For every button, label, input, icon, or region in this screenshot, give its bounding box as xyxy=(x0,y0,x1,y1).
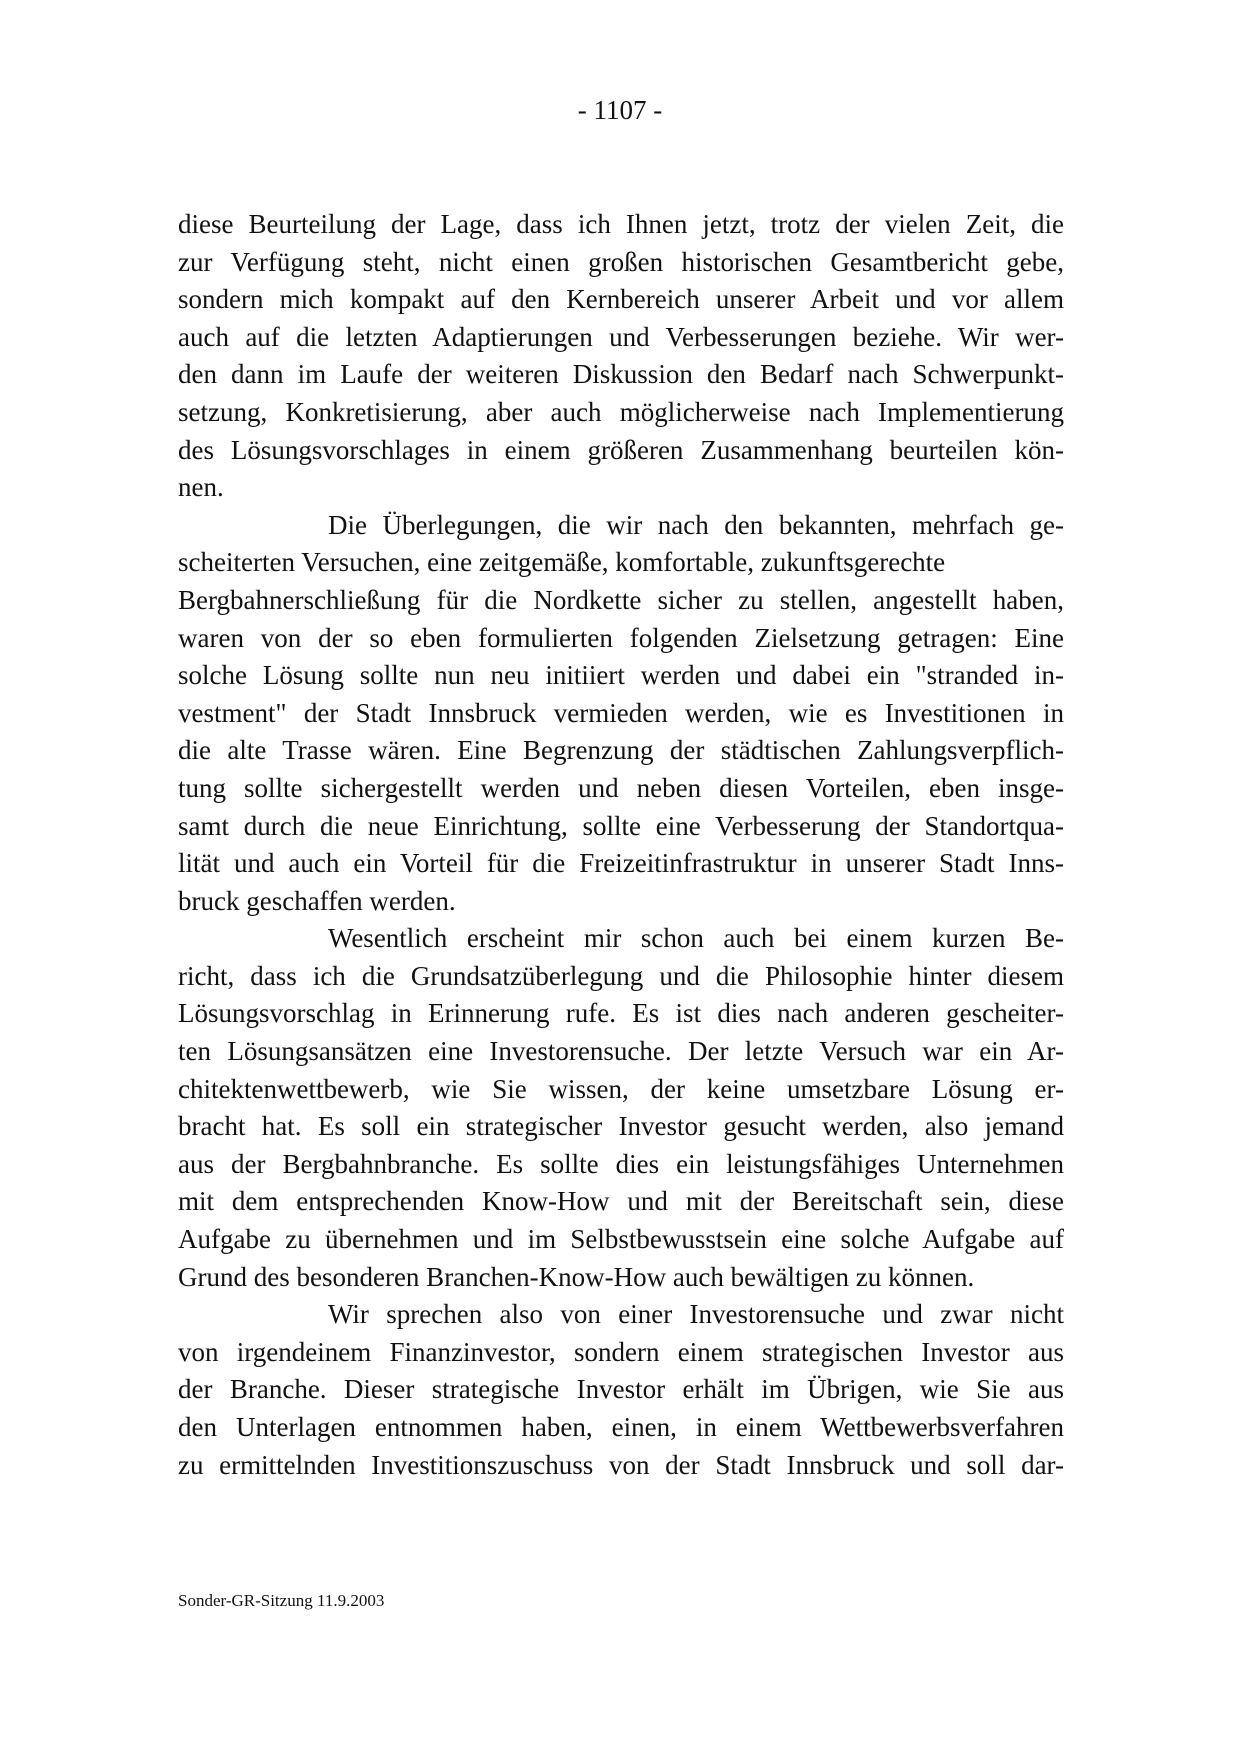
body-text-line: des Lösungsvorschlages in einem größeren Zusammenhang beurteilen kön- xyxy=(178,434,1064,465)
body-text-line: Die Überlegungen, die wir nach den bekannten, mehrfach ge- xyxy=(328,509,1064,540)
body-text-line: nen. xyxy=(178,472,224,503)
body-text-line: mit dem entsprechenden Know-How und mit der Bereitschaft sein, diese xyxy=(178,1186,1064,1217)
body-text-line: scheiterten Versuchen, eine zeitgemäße, komfortable, zukunftsgerechte xyxy=(178,547,946,578)
body-text-line: den dann im Laufe der weiteren Diskussion den Bedarf nach Schwerpunkt- xyxy=(178,359,1064,390)
body-text-line: sondern mich kompakt auf den Kernbereich unserer Arbeit und vor allem xyxy=(178,284,1064,315)
body-text-line: waren von der so eben formulierten folgenden Zielsetzung getragen: Eine xyxy=(178,622,1064,653)
body-text-line: vestment" der Stadt Innsbruck vermieden werden, wie es Investitionen in xyxy=(178,697,1064,728)
body-text-line: zu ermittelnden Investitionszuschuss von der Stadt Innsbruck und soll dar- xyxy=(178,1449,1064,1480)
body-text-line: Wir sprechen also von einer Investorensuche und zwar nicht xyxy=(328,1299,1064,1330)
body-text-line: bruck geschaffen werden. xyxy=(178,885,456,916)
body-text-line: chitektenwettbewerb, wie Sie wissen, der keine umsetzbare Lösung er- xyxy=(178,1073,1064,1104)
body-text-line: solche Lösung sollte nun neu initiiert werden und dabei ein "stranded in- xyxy=(178,660,1064,691)
body-text-line: setzung, Konkretisierung, aber auch möglicherweise nach Implementierung xyxy=(178,396,1064,427)
body-text-line: tung sollte sichergestellt werden und neben diesen Vorteilen, eben insge- xyxy=(178,772,1064,803)
page-number: - 1107 - xyxy=(577,95,663,125)
body-text-line: der Branche. Dieser strategische Investor erhält im Übrigen, wie Sie aus xyxy=(178,1374,1064,1405)
body-text-line: Grund des besonderen Branchen-Know-How auch bewältigen zu können. xyxy=(178,1261,975,1292)
body-text-line: zur Verfügung steht, nicht einen großen historischen Gesamtbericht gebe, xyxy=(178,246,1064,277)
footer-session-label: Sonder-GR-Sitzung 11.9.2003 xyxy=(178,1591,385,1610)
body-text-line: richt, dass ich die Grundsatzüberlegung und die Philosophie hinter diesem xyxy=(178,960,1064,991)
body-text-line: lität und auch ein Vorteil für die Freizeitinfrastruktur in unserer Stadt Inns- xyxy=(178,848,1064,879)
body-text-line: die alte Trasse wären. Eine Begrenzung der städtischen Zahlungsverpflich- xyxy=(178,735,1064,766)
body-text-line: Bergbahnerschließung für die Nordkette sicher zu stellen, angestellt haben, xyxy=(178,584,1064,615)
body-text-line: aus der Bergbahnbranche. Es sollte dies ein leistungsfähiges Unternehmen xyxy=(178,1148,1064,1179)
body-text-line: auch auf die letzten Adaptierungen und Verbesserungen beziehe. Wir wer- xyxy=(178,321,1064,352)
body-text-line: von irgendeinem Finanzinvestor, sondern einem strategischen Investor aus xyxy=(178,1336,1064,1367)
body-text-line: Wesentlich erscheint mir schon auch bei einem kurzen Be- xyxy=(328,923,1064,954)
body-text-line: den Unterlagen entnommen haben, einen, in einem Wettbewerbsverfahren xyxy=(178,1412,1064,1442)
body-text-line: samt durch die neue Einrichtung, sollte eine Verbesserung der Standortqua- xyxy=(178,810,1064,841)
body-text-line: ten Lösungsansätzen eine Investorensuche. Der letzte Versuch war ein Ar- xyxy=(178,1036,1064,1067)
body-text-line: diese Beurteilung der Lage, dass ich Ihnen jetzt, trotz der vielen Zeit, die xyxy=(178,209,1064,239)
body-text-line: Lösungsvorschlag in Erinnerung rufe. Es ist dies nach anderen gescheiter- xyxy=(178,998,1064,1029)
body-text-line: Aufgabe zu übernehmen und im Selbstbewusstsein eine solche Aufgabe auf xyxy=(178,1224,1064,1255)
document-body xyxy=(178,206,1064,1484)
body-text-line: bracht hat. Es soll ein strategischer Investor gesucht werden, also jemand xyxy=(178,1111,1064,1142)
